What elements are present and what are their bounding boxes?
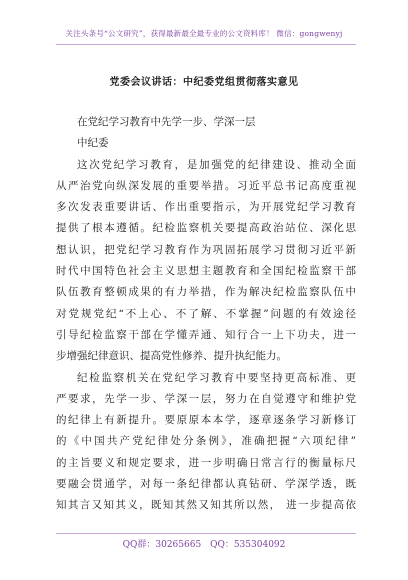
- body-line: 从严治党向纵深发展的重要举措。习近平总书记高度重视: [56, 179, 356, 192]
- body-line: 的《中国共产党纪律处分条例》，准确把握“六项纪律”: [56, 435, 356, 448]
- body-line: 要融会贯通学，对每一条纪律都认真钻研、学深学透，既: [56, 478, 356, 491]
- header-banner: 关注头条号“公文研究”，获得最新最全最专业的公文资料库！ 微信：gongwenyj: [65, 29, 343, 38]
- document-body: [56, 112, 356, 517]
- body-line: 提供了根本遵循。纪检监察机关要提高政治站位、深化思: [56, 222, 356, 235]
- body-line: 这次党纪学习教育，是加强党的纪律建设、推动全面: [77, 158, 356, 171]
- body-line: 的主旨要义和规定要求，进一步明确日常言行的衡量标尺: [56, 456, 356, 469]
- footer-divider: [56, 533, 356, 534]
- body-line: 队伍教育整顿成果的有力举措，作为解决纪检监察队伍中: [56, 286, 356, 299]
- document-author: 中纪委: [77, 137, 109, 150]
- body-line: 想认识，把党纪学习教育作为巩固拓展学习贯彻习近平新: [56, 243, 356, 256]
- body-line: 严要求，先学一步、学深一层，努力在自觉遵守和维护党: [56, 392, 356, 405]
- body-line: 纪检监察机关在党纪学习教育中要坚持更高标准、更: [77, 371, 356, 384]
- body-line: 知其言又知其义，既知其然又知其所以然， 进一步提高依: [56, 499, 356, 512]
- document-subtitle: 在党纪学习教育中先学一步、学深一层: [77, 116, 256, 128]
- body-paragraphs: [56, 155, 356, 517]
- document-title: 党委会议讲话：中纪委党组贯彻落实意见: [109, 77, 299, 88]
- body-line: 多次发表重要讲话、作出重要指示，为开展党纪学习教育: [56, 201, 356, 214]
- body-line: 引导纪检监察干部在学懂弄通、知行合一上下功夫，进一: [56, 328, 356, 341]
- body-line: 步增强纪律意识、提高党性修养、提升执纪能力。: [56, 350, 287, 363]
- body-line: 时代中国特色社会主义思想主题教育和全国纪检监察干部: [56, 265, 356, 278]
- header-divider: [56, 44, 356, 45]
- body-line: 的纪律上有新提升。要原原本本学，逐章逐条学习新修订: [56, 414, 356, 427]
- footer-contacts: [0, 537, 408, 550]
- footer-qq-group: QQ群：30265665: [122, 540, 202, 550]
- footer-qq: QQ：535304092: [210, 540, 286, 550]
- body-line: 对党规党纪“不上心、不了解、不掌握”问题的有效途径: [56, 307, 356, 320]
